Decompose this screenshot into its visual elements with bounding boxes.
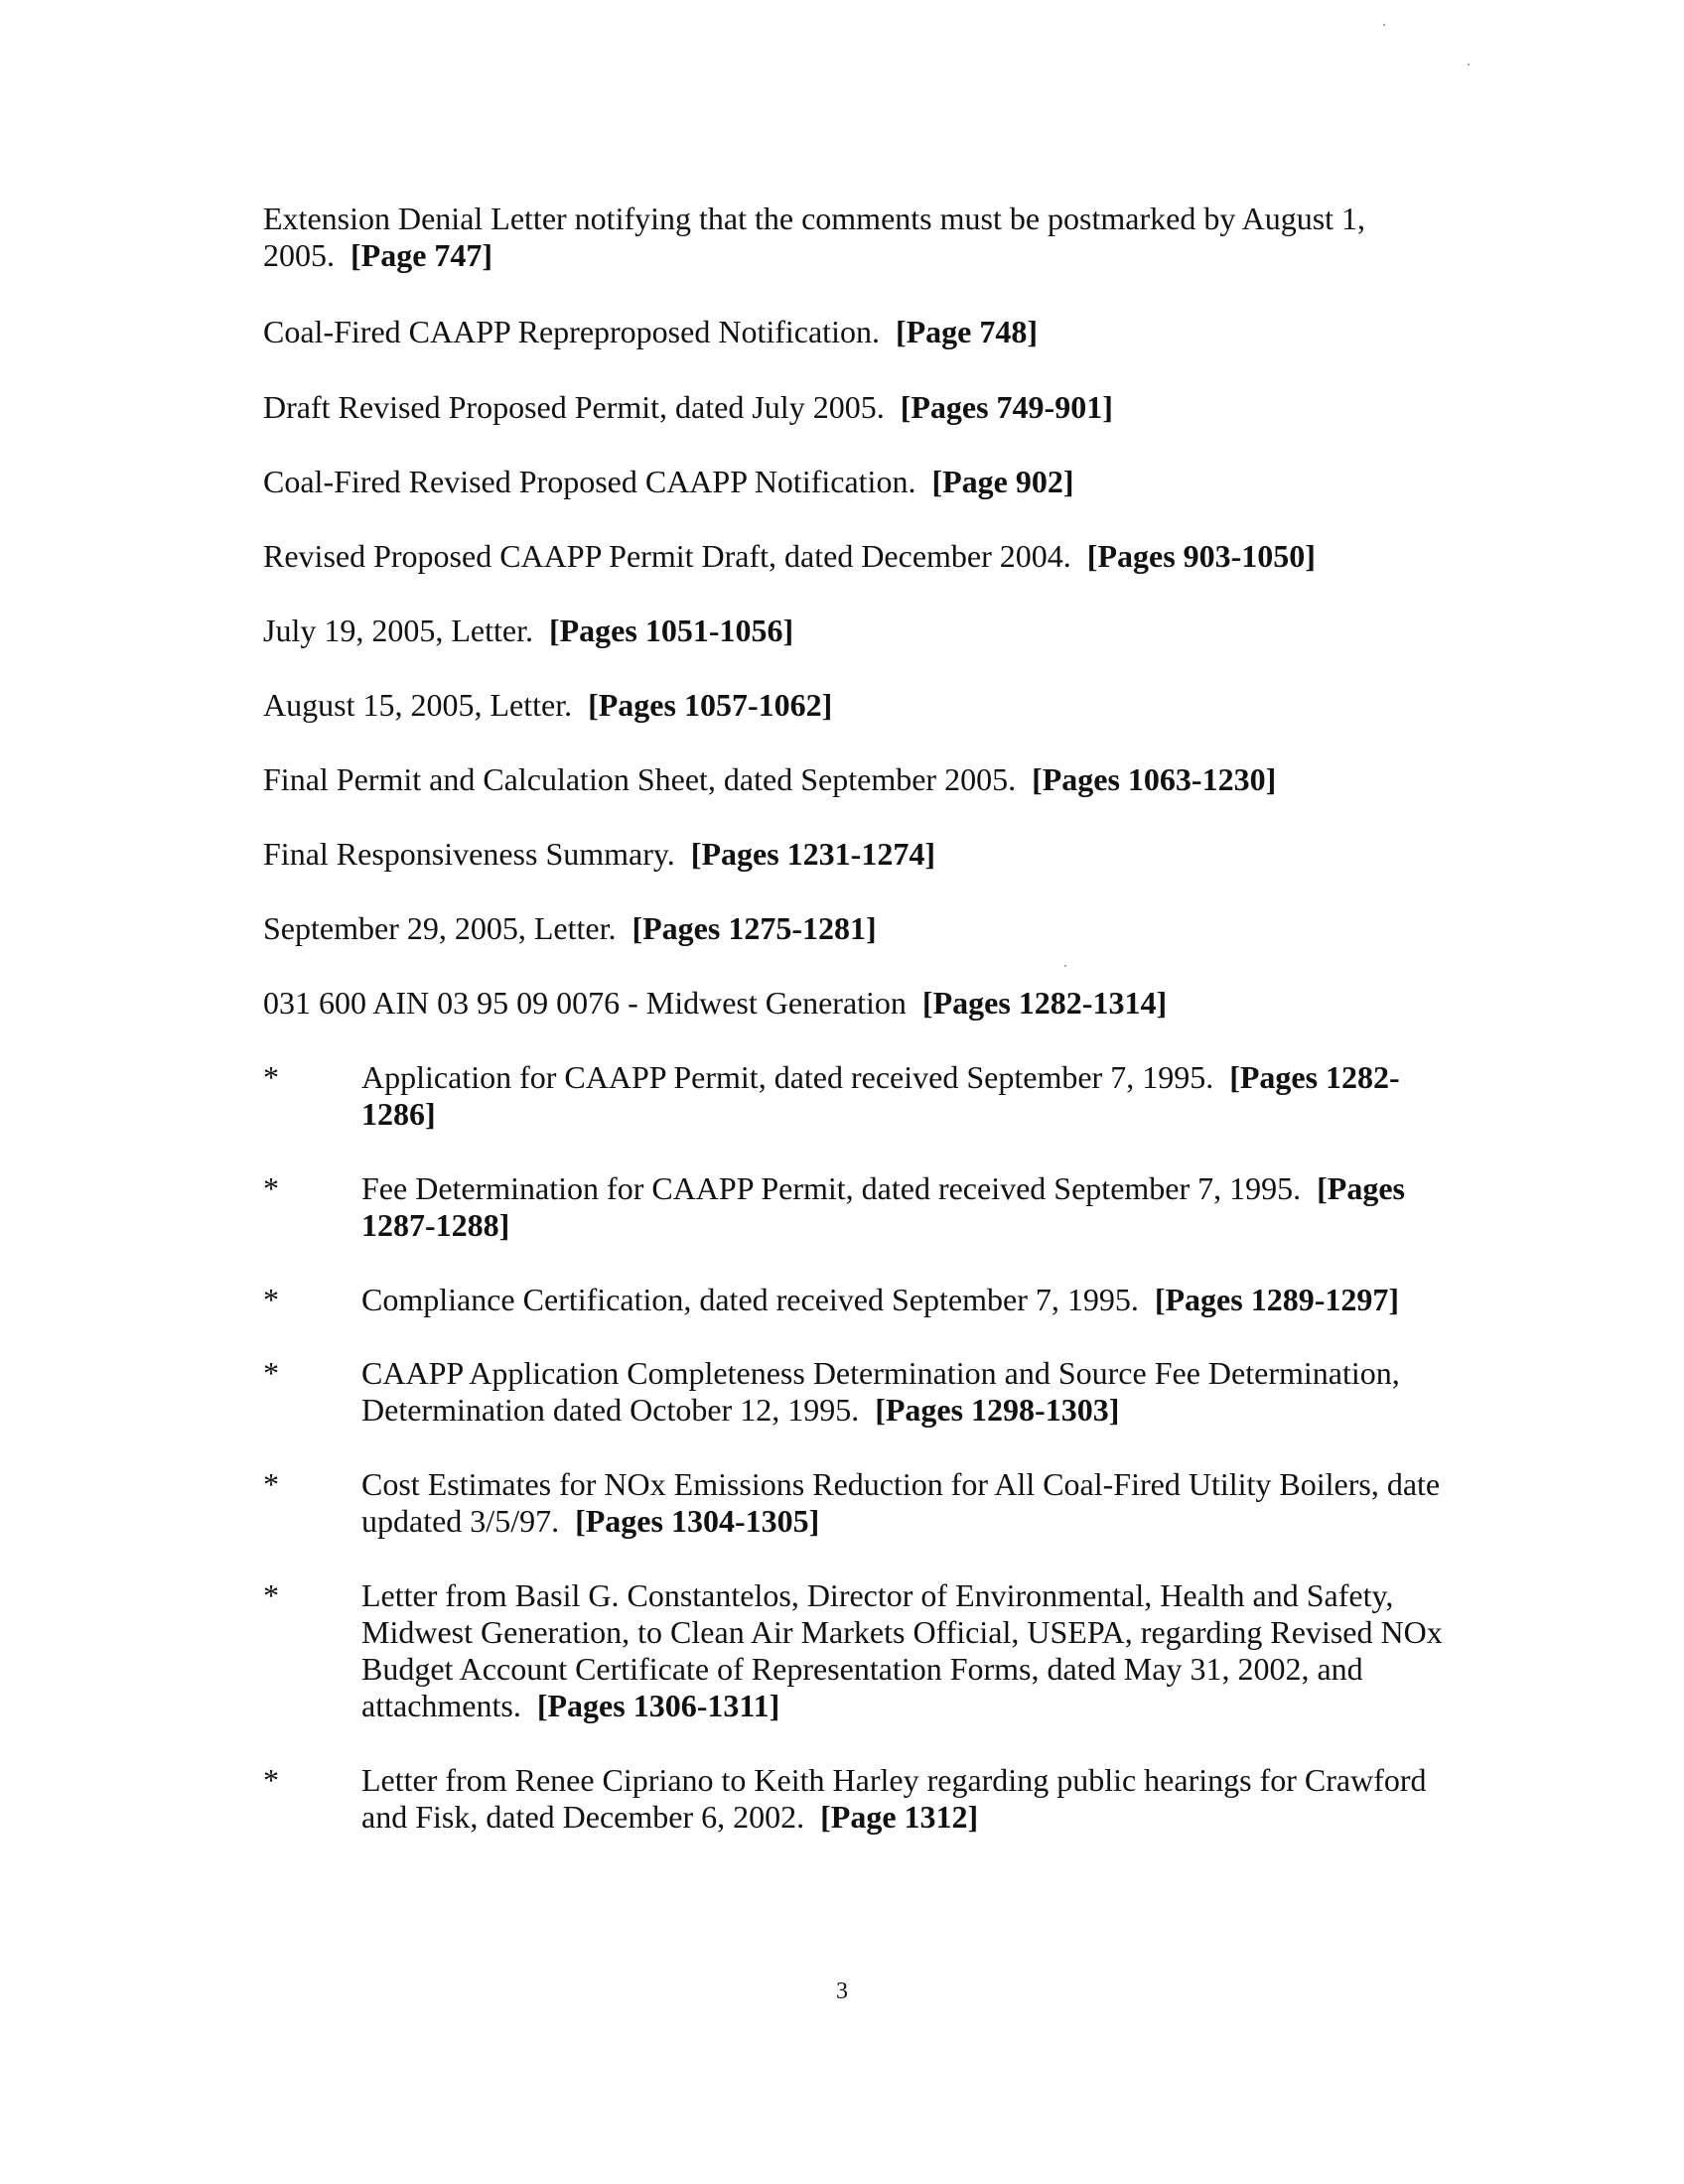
bullet-text: Fee Determination for CAAPP Permit, dated received September 7, 1995. xyxy=(361,1170,1302,1206)
entry-draft-revised-proposed-permit xyxy=(263,389,1445,426)
entry-text: July 19, 2005, Letter. xyxy=(263,613,533,648)
page-reference: [Pages 1282-1314] xyxy=(921,985,1168,1021)
entry-text: Revised Proposed CAAPP Permit Draft, dated December 2004. xyxy=(263,538,1071,574)
bullet-asterisk: * xyxy=(263,1282,279,1317)
page-reference: [Page 748] xyxy=(895,314,1039,349)
page-reference: [Pages 1289-1297] xyxy=(1154,1282,1400,1317)
bullet-asterisk: * xyxy=(263,1170,279,1206)
entry-july-letter xyxy=(263,613,1445,649)
page-reference: [Page 747] xyxy=(351,237,493,273)
page-reference: [Pages 1275-1281] xyxy=(632,910,877,946)
bullet-text-wrap xyxy=(361,1059,1445,1133)
bullet-asterisk: * xyxy=(263,1577,279,1613)
entry-final-responsiveness-summary xyxy=(263,836,1445,873)
page-reference: [Page 902] xyxy=(931,464,1074,499)
entry-text: August 15, 2005, Letter. xyxy=(263,687,573,723)
entry-text: Draft Revised Proposed Permit, dated July 2005. xyxy=(263,389,885,425)
entry-repreproposed-notification xyxy=(263,314,1445,350)
entry-revised-proposed-permit-draft xyxy=(263,538,1445,575)
bullet-text: Compliance Certification, dated received September 7, 1995. xyxy=(361,1282,1139,1317)
page-reference: [Pages 1282-1286] xyxy=(361,1059,1400,1132)
entry-text: Final Responsiveness Summary. xyxy=(263,836,675,872)
entry-text: 031 600 AIN 03 95 09 0076 - Midwest Generation xyxy=(263,985,907,1021)
bullet-text: CAAPP Application Completeness Determination and Source Fee Determination, Determination dated October 12, 1995. xyxy=(361,1355,1400,1428)
bullet-text: Application for CAAPP Permit, dated received September 7, 1995. xyxy=(361,1059,1214,1095)
bullet-asterisk: * xyxy=(263,1355,279,1391)
bullet-text: Letter from Renee Cipriano to Keith Harley regarding public hearings for Crawford and Fisk, dated December 6, 2002. xyxy=(361,1762,1427,1835)
page-reference: [Pages 1287-1288] xyxy=(361,1170,1405,1243)
bullet-asterisk: * xyxy=(263,1762,279,1798)
entry-extension-denial-letter xyxy=(263,201,1445,274)
scan-speck xyxy=(1064,965,1066,967)
page-reference: [Pages 903-1050] xyxy=(1086,538,1316,574)
bullet-text-wrap xyxy=(361,1762,1445,1836)
bullet-text: Cost Estimates for NOx Emissions Reduction for All Coal-Fired Utility Boilers, date updated 3/5/97. xyxy=(361,1466,1441,1539)
page-reference: [Pages 1306-1311] xyxy=(536,1688,780,1723)
page-reference: [Page 1312] xyxy=(820,1799,979,1835)
entry-text: Coal-Fired CAAPP Repreproposed Notification. xyxy=(263,314,880,349)
bullet-text-wrap xyxy=(361,1466,1445,1540)
bullet-text-wrap xyxy=(361,1170,1445,1244)
entry-text: Final Permit and Calculation Sheet, dated September 2005. xyxy=(263,761,1017,797)
bullet-asterisk: * xyxy=(263,1059,279,1095)
entry-august-letter xyxy=(263,687,1445,724)
entry-text: Extension Denial Letter notifying that the comments must be postmarked by August 1, 2005. xyxy=(263,201,1366,273)
entry-final-permit xyxy=(263,761,1445,798)
entry-revised-proposed-notification xyxy=(263,464,1445,500)
scan-speck xyxy=(1383,24,1385,26)
page-reference: [Pages 749-901] xyxy=(900,389,1113,425)
page-reference: [Pages 1231-1274] xyxy=(690,836,935,872)
bullet-asterisk: * xyxy=(263,1466,279,1502)
page-number: 3 xyxy=(836,1979,848,2004)
entry-september-letter xyxy=(263,910,1445,947)
entry-text: September 29, 2005, Letter. xyxy=(263,910,617,946)
page-reference: [Pages 1051-1056] xyxy=(548,613,794,648)
page-reference: [Pages 1063-1230] xyxy=(1032,761,1277,797)
bullet-text: Letter from Basil G. Constantelos, Director of Environmental, Health and Safety, Midwest Generation, to Clean Air Markets Official, USEPA, regarding Revised NOx Budget Account Certificate of Representation Forms, dated May 31, 2002, and attachments. xyxy=(361,1577,1443,1723)
bullet-text-wrap xyxy=(361,1282,1445,1318)
entry-text: Coal-Fired Revised Proposed CAAPP Notification. xyxy=(263,464,916,499)
entry-midwest-generation xyxy=(263,985,1445,1022)
page-reference: [Pages 1298-1303] xyxy=(875,1392,1120,1428)
scan-speck xyxy=(1468,64,1470,66)
bullet-text-wrap xyxy=(361,1355,1445,1429)
page-reference: [Pages 1304-1305] xyxy=(575,1503,820,1539)
page-reference: [Pages 1057-1062] xyxy=(588,687,833,723)
bullet-text-wrap xyxy=(361,1577,1445,1724)
